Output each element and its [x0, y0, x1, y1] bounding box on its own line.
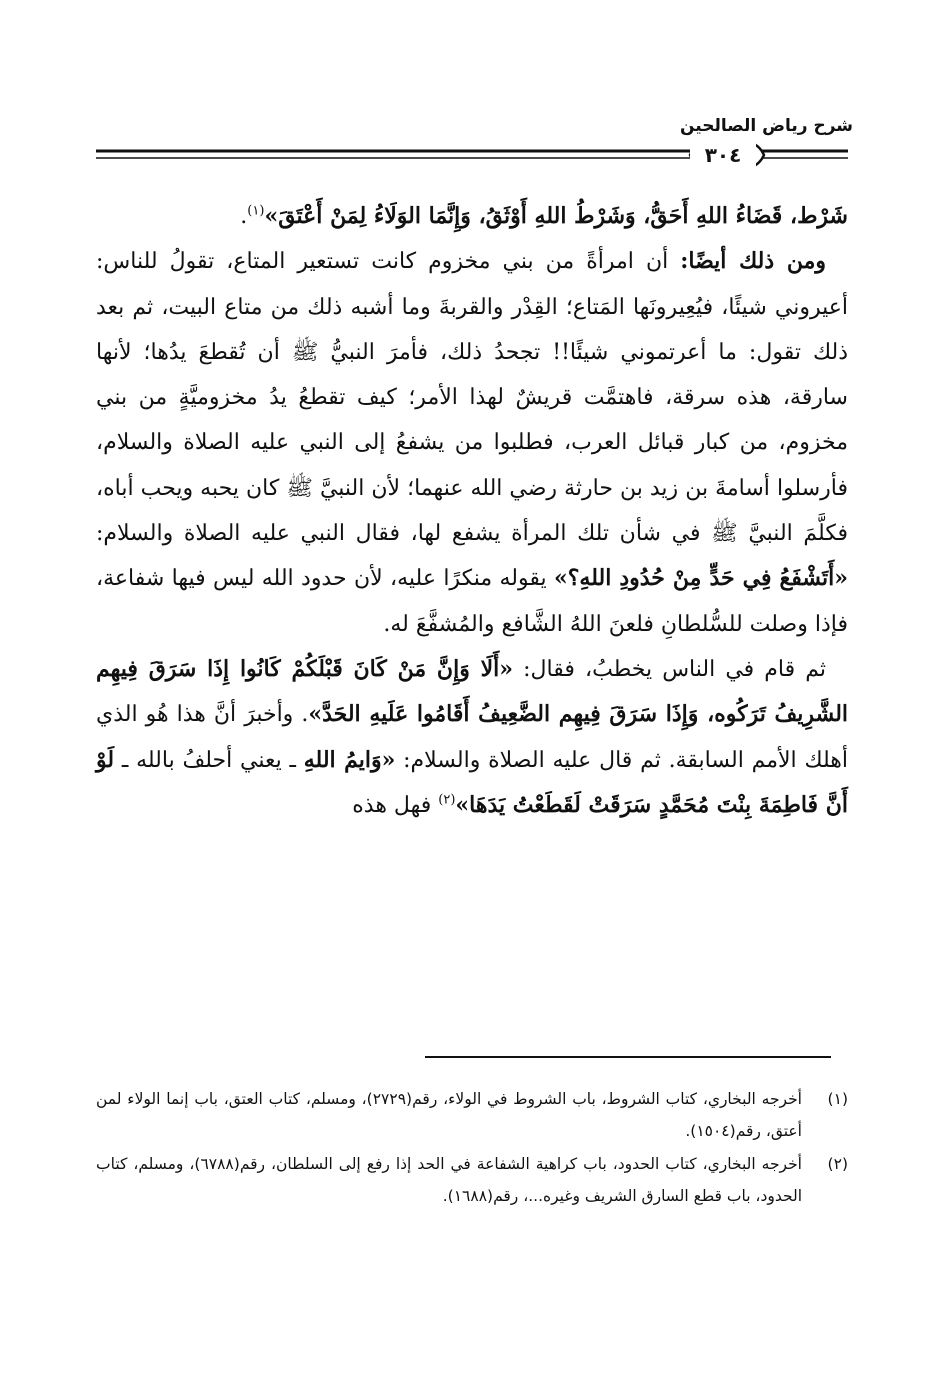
- text: فهل هذه: [352, 792, 439, 818]
- footnote-number: (١): [827, 1090, 848, 1108]
- footnote-text: أخرجه البخاري، كتاب الحدود، باب كراهية الشفاعة في الحد إذا رفع إلى السلطان، رقم(٦٧٨٨)، ومسلم، كتاب الحدود، باب قطع السارق الشريف وغيره...، رقم(١٦٨٨).: [96, 1155, 802, 1205]
- running-header-title: شرح رياض الصالحين: [679, 116, 853, 136]
- text: . وأخبرَ أنَّ هذا هُو الذي أهلك الأمم السابقة. ثم قال عليه الصلاة والسلام:: [96, 702, 848, 773]
- text: ـ يعني أحلفُ بالله ـ: [114, 747, 304, 773]
- text: ثم قام في الناس يخطبُ، فقال:: [513, 656, 827, 682]
- footnote-text: أخرجه البخاري، كتاب الشروط، باب الشروط في الولاء، رقم(٢٧٢٩)، ومسلم، كتاب العتق، باب إنما الولاء لمن أعتق، رقم(١٥٠٤).: [96, 1090, 802, 1140]
- main-text: [96, 194, 848, 828]
- paragraph: [96, 647, 848, 828]
- hadith-quote: شَرْط، قَضَاءُ اللهِ أَحَقُّ، وَشَرْطُ اللهِ أَوْثَقُ، وَإِنَّمَا الوَلَاءُ لِمَنْ أَعْتَقَ»: [264, 203, 848, 229]
- lead-phrase: ومن ذلك أيضًا:: [680, 248, 826, 275]
- text: أن امرأةً من بني مخزوم كانت تستعير المتاع، تقولُ للناس: أعيروني شيئًا، فيُعِيرونَها المَتاع؛ القِدْر والقربةَ وما أشبه ذلك من متاع البيت، ثم بعد ذلك تقول: ما أعرتموني شيئًا!! تجحدُ ذلك، فأمرَ النبيُّ ﷺ أن تُقطعَ يدُها؛ لأنها سارقة، هذه سرقة، فاهتمَّت قريشٌ لهذا الأمر؛ كيف تقطعُ يدُ مخزوميَّةٍ من بني مخزوم، من كبار قبائل العرب، فطلبوا من يشفعُ إلى النبي عليه الصلاة والسلام، فأرسلوا أسامةَ بن زيد بن حارثة رضي الله عنهما؛ لأن النبيَّ ﷺ كان يحبه ويحب أباه، فكلَّمَ النبيَّ ﷺ في شأن تلك المرأة يشفع لها، فقال النبي عليه الصلاة والسلام:: [96, 249, 848, 547]
- footnote-ref: (٢): [438, 792, 456, 808]
- text: يقوله منكرًا عليه، لأن حدود الله ليس فيها شفاعة، فإذا وصلت للسُّلطانِ فلعنَ اللهُ الشَّافع والمُشفَّعَ له.: [96, 566, 848, 637]
- footnote-ref: (١): [247, 203, 265, 219]
- footnote: [96, 1149, 848, 1212]
- hadith-quote: «وَايمُ اللهِ: [303, 746, 396, 773]
- hadith-quote: «أَلَا وَإِنَّ مَنْ كَانَ قَبْلَكُمْ كَانُوا إِذَا سَرَقَ فِيهِم الشَّرِيفُ تَرَكُوه، وَإِذَا سَرَقَ فِيهِم الضَّعِيفُ أَقَامُوا عَلَيهِ الحَدَّ»: [96, 655, 849, 728]
- footnote-separator: [425, 1056, 831, 1058]
- footnote: [96, 1084, 848, 1147]
- hadith-quote: لَوْ أَنَّ فَاطِمَةَ بِنْتَ مُحَمَّدٍ سَرَقَتْ لَقَطَعْتُ يَدَهَا»: [96, 746, 848, 818]
- hadith-quote: «أَتَشْفَعُ فِي حَدٍّ مِنْ حُدُودِ اللهِ؟»: [553, 565, 848, 592]
- text: .: [240, 204, 248, 229]
- page-number: ٣٠٤: [690, 140, 756, 170]
- paragraph: [96, 239, 848, 647]
- footnotes: [96, 1084, 848, 1214]
- paragraph: [96, 194, 848, 239]
- footnote-number: (٢): [827, 1155, 848, 1173]
